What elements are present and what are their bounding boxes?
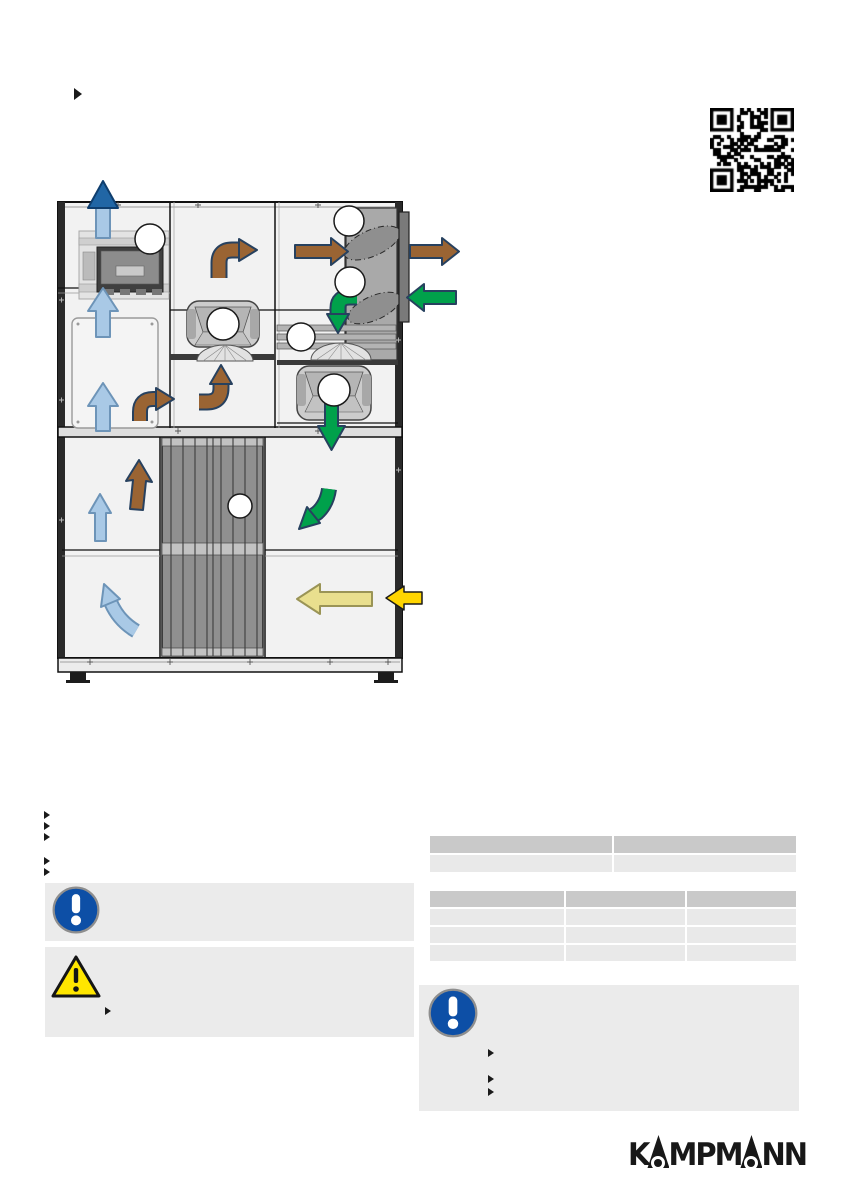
- notice-box: [45, 883, 414, 941]
- list-bullet-icon: [488, 1075, 494, 1083]
- section-bullet-icon: [74, 88, 82, 100]
- mandatory-exclamation-icon: [428, 988, 478, 1038]
- callout-circle: [318, 374, 350, 406]
- table-cell: [566, 927, 685, 943]
- callout-circle: [207, 308, 239, 340]
- logo-letter-a: [740, 1135, 762, 1168]
- ahu-diagram: [45, 170, 465, 690]
- table-cell: [687, 909, 796, 925]
- table-cell: [430, 945, 564, 961]
- spec-table-small: [430, 836, 796, 872]
- kampmann-logo: [628, 1135, 807, 1173]
- arrow-supply-out-external: [410, 238, 459, 265]
- table-header-cell: [430, 891, 564, 907]
- logo-letter-a: [647, 1135, 669, 1168]
- callout-circle: [334, 206, 364, 236]
- table-cell: [430, 927, 564, 943]
- list-bullet-icon: [44, 833, 50, 841]
- logo-letter: M: [714, 1135, 742, 1173]
- list-bullet-icon: [44, 811, 50, 819]
- table-cell: [566, 909, 685, 925]
- logo-letter: K: [628, 1135, 649, 1173]
- arrow-exhaust-shaft: [96, 206, 110, 238]
- spec-table-large: [430, 891, 796, 961]
- table-cell: [614, 855, 796, 872]
- warning-triangle-icon: [50, 954, 102, 1000]
- logo-letter: M: [668, 1135, 696, 1173]
- warning-box: [45, 947, 414, 1037]
- base-rail: [58, 658, 402, 672]
- qr-code: [710, 108, 794, 192]
- table-header-cell: [566, 891, 685, 907]
- foot-right: [378, 672, 394, 681]
- logo-letter: N: [761, 1135, 784, 1173]
- side-duct-collar: [399, 212, 409, 322]
- notice-box: [419, 985, 799, 1111]
- arrow-outdoor-in: [407, 284, 456, 311]
- list-bullet-icon: [44, 822, 50, 830]
- table-cell: [430, 909, 564, 925]
- list-bullet-icon: [44, 868, 50, 876]
- list-bullet-icon: [488, 1088, 494, 1096]
- table-cell: [430, 855, 612, 872]
- foot-left: [70, 672, 86, 681]
- logo-letter: P: [695, 1135, 715, 1173]
- table-header-cell: [687, 891, 796, 907]
- logo-letter: N: [783, 1135, 807, 1173]
- mandatory-exclamation-icon: [52, 886, 100, 934]
- callout-circle: [335, 267, 365, 297]
- table-cell: [687, 945, 796, 961]
- callout-circle: [287, 323, 315, 351]
- arrow-exhaust-head: [88, 181, 118, 208]
- table-header-cell: [430, 836, 612, 853]
- callout-circle: [228, 494, 252, 518]
- callout-circle: [135, 224, 165, 254]
- list-bullet-icon: [488, 1049, 494, 1057]
- table-header-cell: [614, 836, 796, 853]
- list-bullet-icon: [105, 1007, 111, 1015]
- list-bullet-icon: [44, 857, 50, 865]
- table-cell: [566, 945, 685, 961]
- table-cell: [687, 927, 796, 943]
